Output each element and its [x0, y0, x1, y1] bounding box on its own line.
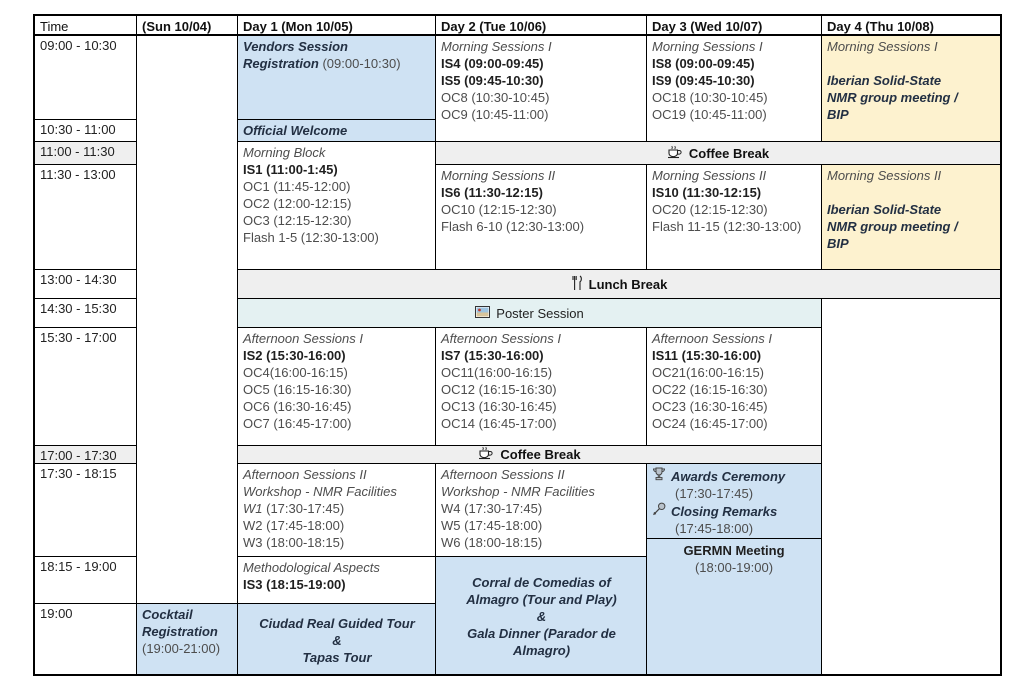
- text-segment: IS11 (15:30-16:00): [652, 348, 762, 363]
- text-line: [243, 649, 431, 666]
- text-segment: IS10 (11:30-12:15): [652, 185, 762, 200]
- text-segment: Workshop - NMR Facilities: [441, 484, 595, 499]
- text-segment: NMR group meeting /: [827, 90, 958, 105]
- time-slot-1130-1300: 11:30 - 13:00: [35, 165, 137, 270]
- text-line: [827, 106, 996, 123]
- closing-remarks-line: Closing Remarks: [652, 502, 817, 520]
- text-line: [441, 347, 642, 364]
- text-segment: Morning Sessions I: [441, 39, 552, 54]
- text-segment: OC1 (11:45-12:00): [243, 179, 351, 194]
- text-segment: Flash 1-5 (12:30-13:00): [243, 230, 379, 245]
- text-segment: IS9 (09:45-10:30): [652, 73, 755, 88]
- col-header-day3: Day 3 (Wed 10/07): [647, 16, 822, 36]
- text-segment: Registration: [243, 56, 323, 71]
- microphone-icon: [652, 502, 666, 520]
- coffee-cup-icon: [667, 145, 683, 162]
- text-line: [441, 574, 642, 591]
- text-line: [441, 517, 642, 534]
- text-segment: Almagro): [512, 643, 571, 658]
- text-segment: (19:00-21:00): [142, 641, 221, 656]
- text-segment: Afternoon Sessions II: [243, 467, 367, 482]
- text-line: [243, 178, 431, 195]
- text-segment: W3 (18:00-18:15): [243, 535, 345, 550]
- text-line: [243, 55, 431, 72]
- text-segment: Vendors Session: [243, 39, 348, 54]
- text-segment: Morning Block: [243, 145, 326, 160]
- day4-morning-sessions2-cell: [822, 165, 1000, 270]
- time-slot-1730-1815: 17:30 - 18:15: [35, 464, 137, 557]
- text-line: [243, 330, 431, 347]
- text-segment: OC12 (16:15-16:30): [441, 382, 557, 397]
- text-line: [243, 195, 431, 212]
- text-line: [652, 364, 817, 381]
- text-line: [652, 55, 817, 72]
- text-line: [243, 576, 431, 593]
- text-segment: OC8 (10:30-10:45): [441, 90, 550, 105]
- text-line: [441, 625, 642, 642]
- text-line: [243, 415, 431, 432]
- text-segment: OC9 (10:45-11:00): [441, 107, 549, 122]
- text-segment: Official Welcome: [243, 123, 348, 138]
- day1-afternoon-sessions1-cell: [238, 328, 436, 446]
- text-line: [652, 184, 817, 201]
- text-segment: Morning Sessions II: [827, 168, 942, 183]
- schedule-table: [33, 14, 1002, 676]
- text-segment: Morning Sessions II: [441, 168, 556, 183]
- text-line: [441, 330, 642, 347]
- text-line: [441, 534, 642, 551]
- text-segment: IS3 (18:15-19:00): [243, 577, 346, 592]
- text-line: [827, 72, 996, 89]
- day3-afternoon-sessions1-cell: [647, 328, 822, 446]
- lunch-break-band: [238, 270, 1000, 299]
- germn-meeting-block: [647, 539, 821, 674]
- awards-ceremony-time: (17:30-17:45): [675, 486, 754, 501]
- text-line: [827, 38, 996, 55]
- day1-afternoon-sessions2-cell: [238, 464, 436, 557]
- text-segment: Iberian Solid-State: [827, 202, 942, 217]
- text-line: [441, 218, 642, 235]
- cocktail-registration-cell: [137, 604, 238, 674]
- day2-morning-sessions2-cell: [436, 165, 647, 270]
- trophy-icon: [652, 467, 666, 485]
- day2-afternoon-sessions2-cell: [436, 464, 647, 557]
- text-segment: IS1 (11:00-1:45): [243, 162, 338, 177]
- text-line: [652, 167, 817, 184]
- text-line: [243, 122, 431, 139]
- text-line: [142, 640, 233, 657]
- poster-session-band: [238, 299, 822, 328]
- text-segment: OC4(16:00-16:15): [243, 365, 348, 380]
- text-segment: Afternoon Sessions I: [243, 331, 363, 346]
- col-header-day4: Day 4 (Thu 10/08): [822, 16, 1000, 36]
- text-segment: OC14 (16:45-17:00): [441, 416, 557, 431]
- text-segment: Afternoon Sessions I: [652, 331, 772, 346]
- text-line: [142, 606, 233, 623]
- text-line: [827, 89, 996, 106]
- coffee-cup-icon: [478, 446, 494, 463]
- text-segment: Ciudad Real Guided Tour: [259, 615, 415, 631]
- day1-methodological-aspects-cell: [238, 557, 436, 604]
- fork-knife-icon: [571, 275, 583, 294]
- time-slot-1100-1130: 11:00 - 11:30: [35, 142, 137, 165]
- text-segment: OC6 (16:30-16:45): [243, 399, 352, 414]
- day2-corral-gala-dinner-cell: [436, 557, 647, 674]
- text-segment: Corral de Comedias of: [472, 575, 611, 590]
- text-line: [441, 89, 642, 106]
- text-line: [441, 608, 642, 625]
- text-segment: Registration: [142, 624, 218, 639]
- text-line: [441, 398, 642, 415]
- text-line: [243, 144, 431, 161]
- time-slot-1900: 19:00: [35, 604, 137, 674]
- sunday-empty-cell: [137, 36, 238, 604]
- text-line: [243, 229, 431, 246]
- text-line: [441, 466, 642, 483]
- text-segment: W6 (18:00-18:15): [441, 535, 543, 550]
- time-slot-1700-1730: 17:00 - 17:30: [35, 446, 137, 464]
- day4-morning-sessions1-cell: [822, 36, 1000, 142]
- text-line: [827, 55, 996, 72]
- day1-ciudad-real-tour-cell: [238, 604, 436, 674]
- germn-meeting-label: GERMN Meeting: [683, 543, 785, 558]
- time-slot-1430-1530: 14:30 - 15:30: [35, 299, 137, 328]
- text-line: [243, 483, 431, 500]
- coffee-break-label: Coffee Break: [500, 447, 581, 462]
- text-segment: OC7 (16:45-17:00): [243, 416, 352, 431]
- text-segment: &: [536, 609, 547, 624]
- coffee-break-band-afternoon: [238, 446, 822, 464]
- time-slot-1030-1100: 10:30 - 11:00: [35, 120, 137, 142]
- awards-ceremony-line: Awards Ceremony: [652, 467, 817, 485]
- text-segment: IS5 (09:45-10:30): [441, 73, 544, 88]
- day1-official-welcome-cell: [238, 120, 436, 142]
- day2-afternoon-sessions1-cell: [436, 328, 647, 446]
- text-segment: Flash 6-10 (12:30-13:00): [441, 219, 585, 234]
- day3-morning-sessions2-cell: [647, 165, 822, 270]
- text-line: [652, 201, 817, 218]
- text-segment: Workshop - NMR Facilities: [243, 484, 397, 499]
- text-line: [652, 381, 817, 398]
- text-line: [827, 184, 996, 201]
- text-segment: (17:30-17:45): [266, 501, 345, 516]
- text-line: [827, 235, 996, 252]
- text-segment: OC22 (16:15-16:30): [652, 382, 768, 397]
- time-slot-1530-1700: 15:30 - 17:00: [35, 328, 137, 446]
- text-segment: OC21(16:00-16:15): [652, 365, 765, 380]
- text-segment: IS8 (09:00-09:45): [652, 56, 755, 71]
- text-line: [243, 347, 431, 364]
- text-segment: OC20 (12:15-12:30): [652, 202, 768, 217]
- day3-evening-cell: [647, 464, 822, 674]
- text-line: [441, 167, 642, 184]
- coffee-break-label: Coffee Break: [688, 145, 770, 161]
- text-line: [441, 106, 642, 123]
- text-line: [243, 381, 431, 398]
- text-segment: OC18 (10:30-10:45): [652, 90, 768, 105]
- text-segment: OC23 (16:30-16:45): [652, 399, 768, 414]
- text-line: [441, 642, 642, 659]
- text-line: [652, 38, 817, 55]
- text-line: [243, 398, 431, 415]
- germn-meeting-time: (18:00-19:00): [694, 560, 774, 575]
- col-header-day2: Day 2 (Tue 10/06): [436, 16, 647, 36]
- time-slot-1815-1900: 18:15 - 19:00: [35, 557, 137, 604]
- text-segment: BIP: [827, 107, 849, 122]
- lunch-break-label: Lunch Break: [588, 276, 668, 292]
- text-line: [652, 89, 817, 106]
- text-segment: Gala Dinner (Parador de: [467, 626, 616, 641]
- text-line: [142, 623, 233, 640]
- day2-morning-sessions1-cell: [436, 36, 647, 142]
- day3-morning-sessions1-cell: [647, 36, 822, 142]
- text-line: [441, 184, 642, 201]
- text-line: [243, 615, 431, 632]
- col-header-day1: Day 1 (Mon 10/05): [238, 16, 436, 36]
- text-segment: NMR group meeting /: [827, 219, 958, 234]
- text-segment: Cocktail: [142, 607, 193, 622]
- text-line: [441, 201, 642, 218]
- text-segment: Morning Sessions II: [652, 168, 767, 183]
- poster-image-icon: [475, 306, 490, 321]
- text-line: [243, 632, 431, 649]
- text-segment: OC19 (10:45-11:00): [652, 107, 767, 122]
- text-line: [652, 72, 817, 89]
- text-segment: BIP: [827, 236, 849, 251]
- awards-closing-block: [647, 464, 821, 539]
- text-line: [441, 38, 642, 55]
- text-segment: (09:00-10:30): [322, 56, 401, 71]
- text-line: [243, 500, 431, 517]
- text-segment: &: [332, 632, 342, 648]
- text-line: [652, 347, 817, 364]
- text-segment: Iberian Solid-State: [827, 73, 942, 88]
- text-line: [441, 591, 642, 608]
- text-segment: Methodological Aspects: [243, 560, 380, 575]
- text-segment: IS2 (15:30-16:00): [243, 348, 346, 363]
- text-segment: IS6 (11:30-12:15): [441, 185, 543, 200]
- text-line: [243, 466, 431, 483]
- text-segment: OC10 (12:15-12:30): [441, 202, 557, 217]
- text-line: [652, 415, 817, 432]
- day1-morning-block-cell: [238, 142, 436, 270]
- text-line: [652, 106, 817, 123]
- day4-empty-cell: [822, 299, 1000, 674]
- text-line: [827, 167, 996, 184]
- text-segment: OC11(16:00-16:15): [441, 365, 553, 380]
- text-segment: Almagro (Tour and Play): [466, 592, 617, 607]
- text-segment: OC24 (16:45-17:00): [652, 416, 768, 431]
- time-slot-1300-1430: 13:00 - 14:30: [35, 270, 137, 299]
- text-line: [441, 381, 642, 398]
- text-line: [652, 330, 817, 347]
- text-segment: Morning Sessions I: [652, 39, 763, 54]
- text-segment: W1: [243, 501, 267, 516]
- closing-remarks-time: (17:45-18:00): [675, 521, 754, 536]
- text-segment: Tapas Tour: [302, 649, 372, 665]
- text-segment: OC13 (16:30-16:45): [441, 399, 557, 414]
- text-segment: W4 (17:30-17:45): [441, 501, 543, 516]
- text-line: [243, 534, 431, 551]
- col-header-sunday: (Sun 10/04): [137, 16, 238, 36]
- day1-vendors-registration-cell: [238, 36, 436, 120]
- text-line: [441, 364, 642, 381]
- text-line: [652, 398, 817, 415]
- text-line: [441, 55, 642, 72]
- text-segment: OC5 (16:15-16:30): [243, 382, 352, 397]
- text-segment: Afternoon Sessions I: [441, 331, 561, 346]
- text-line: [243, 38, 431, 55]
- col-header-time: Time: [35, 16, 137, 36]
- text-line: [243, 212, 431, 229]
- text-line: [441, 415, 642, 432]
- text-segment: IS4 (09:00-09:45): [441, 56, 544, 71]
- coffee-break-band-morning: [436, 142, 1000, 165]
- text-segment: Morning Sessions I: [827, 39, 938, 54]
- text-line: [243, 364, 431, 381]
- text-line: [243, 559, 431, 576]
- poster-session-label: Poster Session: [496, 305, 584, 321]
- text-line: [243, 161, 431, 178]
- text-segment: W5 (17:45-18:00): [441, 518, 543, 533]
- text-line: [441, 483, 642, 500]
- time-slot-0900-1030: 09:00 - 10:30: [35, 36, 137, 120]
- text-segment: IS7 (15:30-16:00): [441, 348, 544, 363]
- text-line: [827, 218, 996, 235]
- text-line: [652, 218, 817, 235]
- text-segment: Afternoon Sessions II: [441, 467, 565, 482]
- text-line: [243, 517, 431, 534]
- text-segment: Flash 11-15 (12:30-13:00): [652, 219, 802, 234]
- text-segment: OC3 (12:15-12:30): [243, 213, 352, 228]
- text-segment: OC2 (12:00-12:15): [243, 196, 352, 211]
- text-line: [441, 500, 642, 517]
- text-line: [441, 72, 642, 89]
- text-segment: W2 (17:45-18:00): [243, 518, 345, 533]
- text-line: [827, 201, 996, 218]
